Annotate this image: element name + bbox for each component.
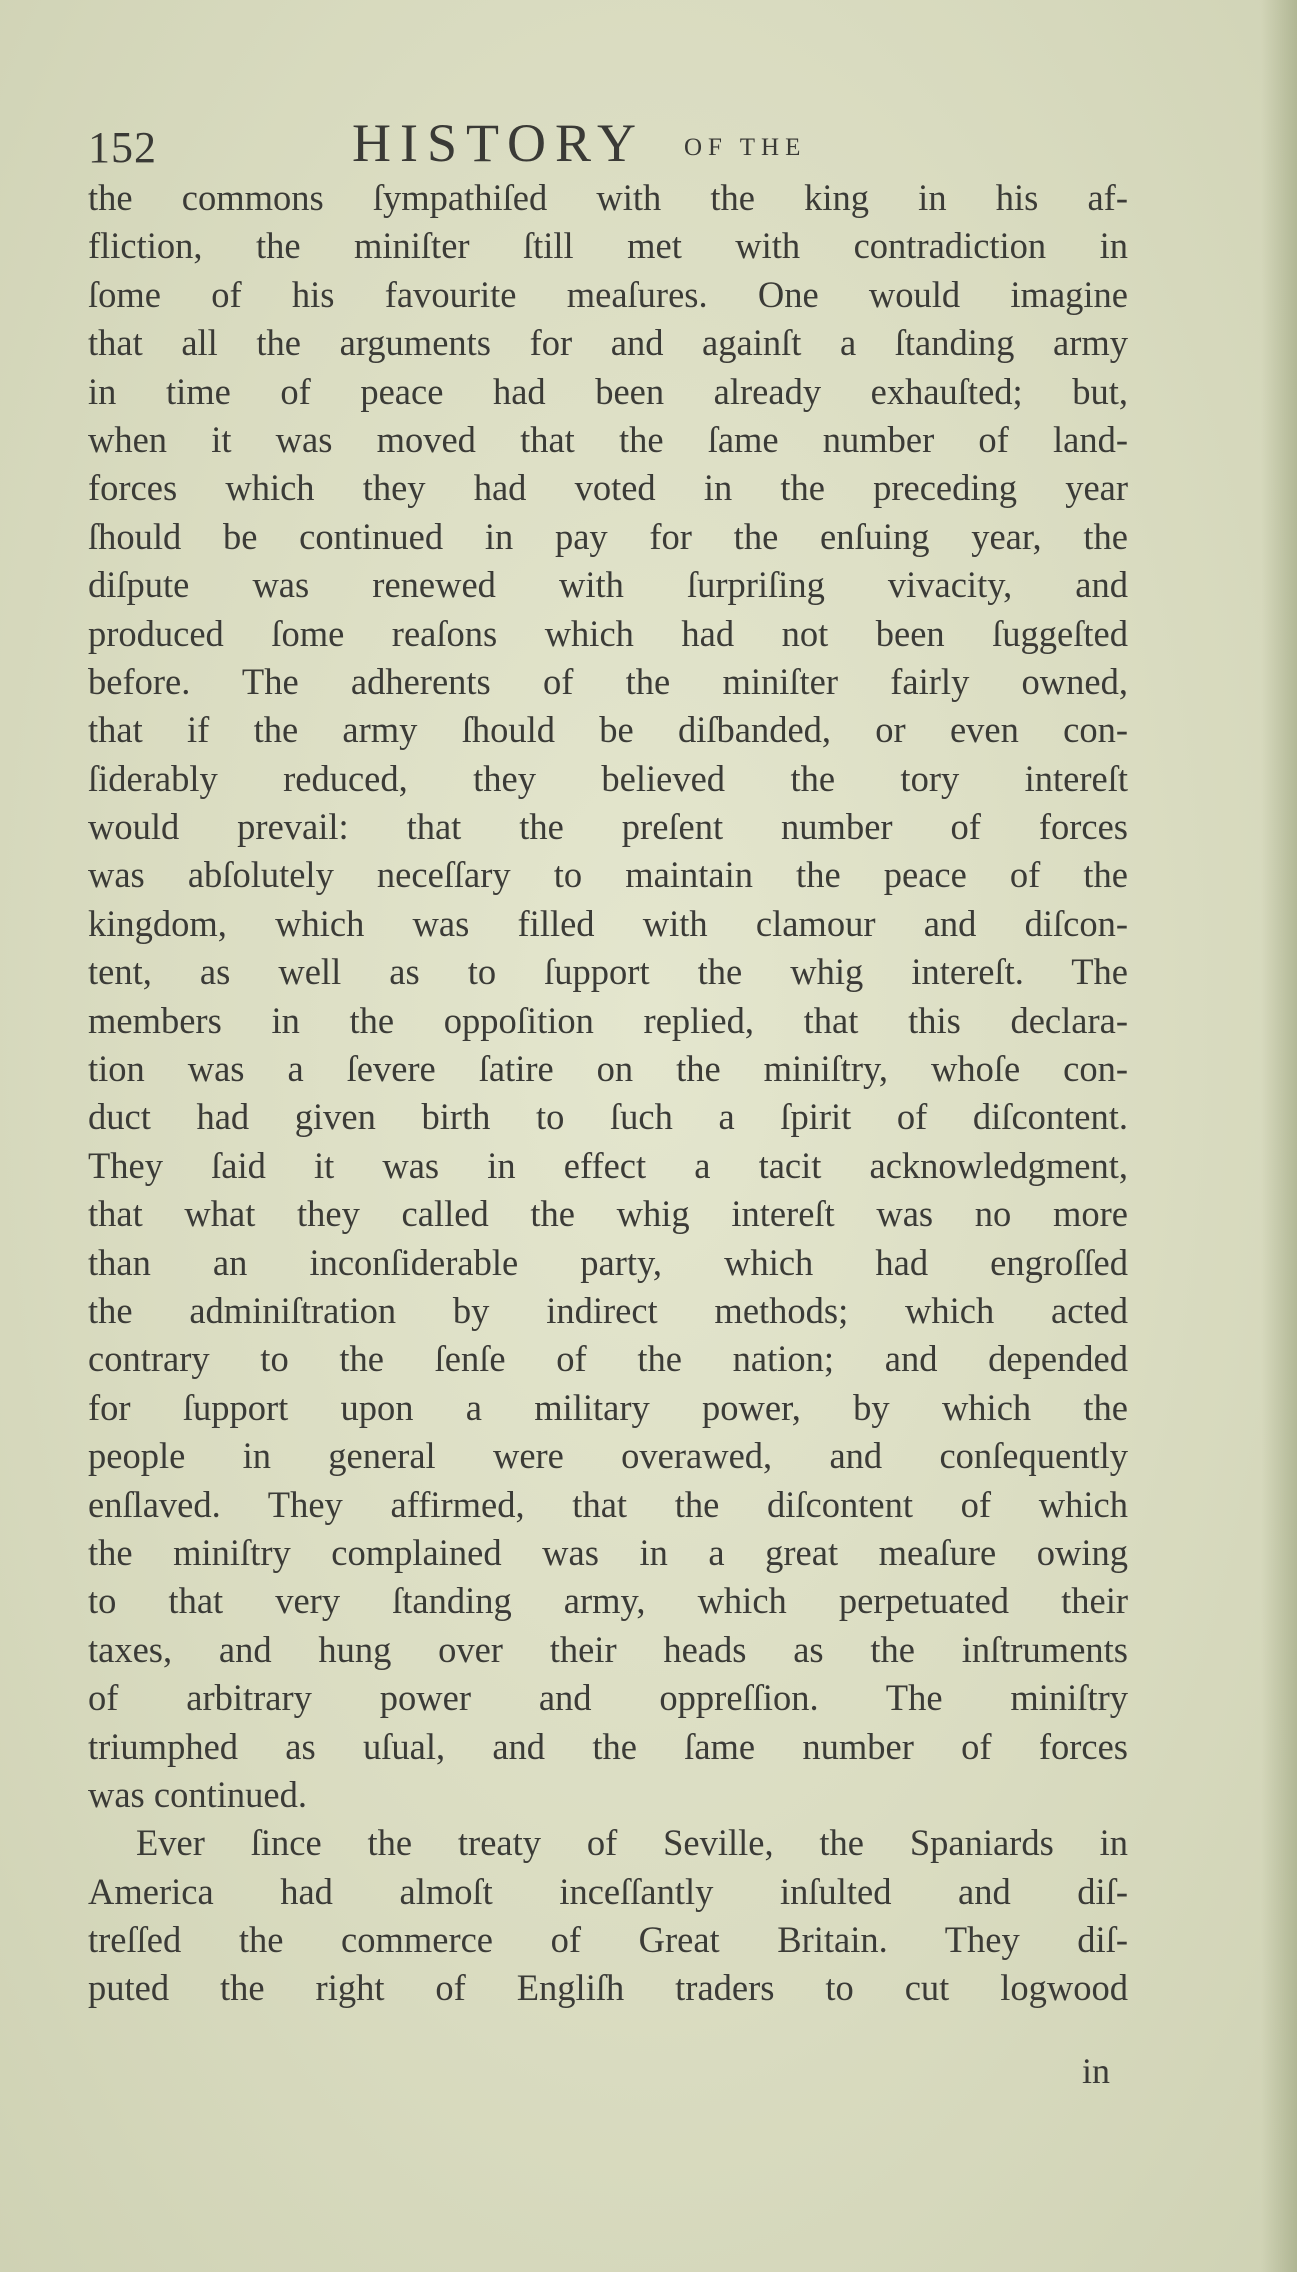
text-line: that what they called the whig intereſt was no more [88, 1193, 1128, 1235]
text-line: that if the army ſhould be diſbanded, or even con- [88, 709, 1128, 751]
text-line: treſſed the commerce of Great Britain. They diſ- [88, 1919, 1128, 1961]
text-line: members in the oppoſition replied, that this declara- [88, 999, 1128, 1041]
text-line: the adminiſtration by indirect methods; which acted [88, 1289, 1128, 1331]
text-line: than an inconſiderable party, which had engroſſed [88, 1241, 1128, 1283]
text-line: of arbitrary power and oppreſſion. The miniſtry [88, 1677, 1128, 1719]
text-line: before. The adherents of the miniſter fairly owned, [88, 660, 1128, 702]
text-line: would prevail: that the preſent number of forces [88, 806, 1128, 848]
text-line: triumphed as uſual, and the ſame number of forces [88, 1725, 1128, 1767]
text-line: was abſolutely neceſſary to maintain the peace of the [88, 854, 1128, 896]
text-line: that all the arguments for and againſt a ſtanding army [88, 322, 1128, 364]
text-line: puted the right of Engliſh traders to cut logwood [88, 1967, 1128, 2009]
text-line: the commons ſympathiſed with the king in his af- [88, 177, 1128, 218]
page-edge-shadow [1261, 0, 1297, 2272]
text-line: when it was moved that the ſame number of land- [88, 418, 1128, 460]
text-line: They ſaid it was in effect a tacit acknowledgment, [88, 1144, 1128, 1186]
paragraph-end-line: was continued. [88, 1773, 307, 1815]
text-line: the miniſtry complained was in a great meaſure owing [88, 1531, 1128, 1573]
text-line: ſhould be continued in pay for the enſuing year, the [88, 515, 1128, 557]
text-line: America had almoſt inceſſantly inſulted and diſ- [88, 1870, 1128, 1912]
text-line: people in general were overawed, and conſequently [88, 1435, 1128, 1477]
body-text [88, 174, 1128, 2013]
text-line: tent, as well as to ſupport the whig intereſt. The [88, 951, 1128, 993]
page-number: 152 [88, 123, 157, 172]
running-title: HISTORY [352, 113, 646, 173]
text-line: forces which they had voted in the preceding year [88, 467, 1128, 509]
text-line: taxes, and hung over their heads as the inſtruments [88, 1628, 1128, 1670]
text-line: enſlaved. They affirmed, that the diſcontent of which [88, 1483, 1128, 1525]
text-line: ſome of his favourite meaſures. One would imagine [88, 273, 1128, 315]
running-title-suffix: OF THE [684, 134, 807, 161]
text-line: to that very ſtanding army, which perpetuated their [88, 1580, 1128, 1622]
text-line: tion was a ſevere ſatire on the miniſtry, whoſe con- [88, 1048, 1128, 1090]
text-line: produced ſome reaſons which had not been ſuggeſted [88, 612, 1128, 654]
text-line: fliction, the miniſter ſtill met with contradiction in [88, 225, 1128, 267]
text-line: duct had given birth to ſuch a ſpirit of diſcontent. [88, 1096, 1128, 1138]
text-line: kingdom, which was filled with clamour and diſcon- [88, 902, 1128, 944]
text-line: diſpute was renewed with ſurpriſing vivacity, and [88, 564, 1128, 606]
text-line: contrary to the ſenſe of the nation; and depended [88, 1338, 1128, 1380]
catchword: in [1082, 2051, 1111, 2091]
paragraph-start-line: Ever ſince the treaty of Seville, the Spaniards in [136, 1822, 1128, 1864]
running-head [88, 112, 1138, 182]
text-line: ſiderably reduced, they believed the tory intereſt [88, 757, 1128, 799]
text-line: for ſupport upon a military power, by which the [88, 1386, 1128, 1428]
text-line: in time of peace had been already exhauſted; but, [88, 370, 1128, 412]
